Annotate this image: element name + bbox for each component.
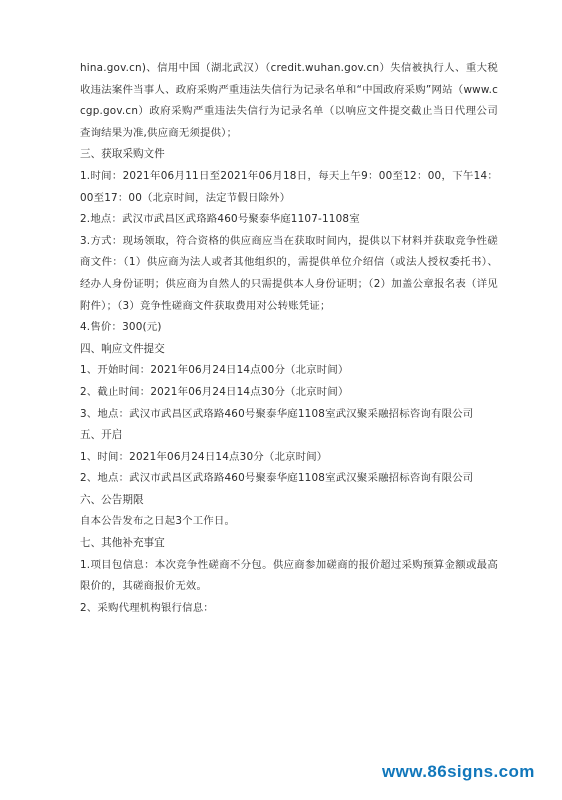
paragraph-obtain-location: 2.地点：武汉市武昌区武珞路460号聚泰华庭1107-1108室 xyxy=(80,213,360,226)
site-watermark: www.86signs.com xyxy=(382,762,535,781)
section-heading-other-matters: 七、其他补充事宜 xyxy=(80,537,165,550)
paragraph-price: 4.售价：300(元) xyxy=(80,321,162,334)
paragraph-submission-deadline: 2、截止时间：2021年06月24日14点30分（北京时间） xyxy=(80,385,349,398)
paragraph-opening-location: 2、地点：武汉市武昌区武珞路460号聚泰华庭1108室武汉聚采融招标咨询有限公司 xyxy=(80,472,474,485)
document-body xyxy=(80,58,498,619)
section-heading-opening: 五、开启 xyxy=(80,429,123,442)
paragraph-notice-period: 自本公告发布之日起3个工作日。 xyxy=(80,515,236,528)
paragraph-submission-start: 1、开始时间：2021年06月24日14点00分（北京时间） xyxy=(80,364,349,377)
paragraph-bank-info: 2、采购代理机构银行信息： xyxy=(80,601,214,614)
paragraph-obtain-time: 1.时间：2021年06月11日至2021年06月18日，每天上午9：00至12：00，下午14：00至17：00（北京时间，法定节假日除外） xyxy=(80,169,498,204)
paragraph-submission-location: 3、地点：武汉市武昌区武珞路460号聚泰华庭1108室武汉聚采融招标咨询有限公司 xyxy=(80,407,474,420)
paragraph-credit-check: hina.gov.cn)、信用中国（湖北武汉）（credit.wuhan.gov.cn）失信被执行人、重大税收违法案件当事人、政府采购严重违法失信行为记录名单和“中国政府采购”网站（www.ccgp.gov.cn）政府采购严重违法失信行为记录名单（以响应文件提交截止当日代理公司查询结果为准,供应商无须提供）； xyxy=(80,62,498,139)
section-heading-obtain-documents: 三、获取采购文件 xyxy=(80,148,165,161)
paragraph-obtain-method: 3.方式：现场领取，符合资格的供应商应当在获取时间内，提供以下材料并获取竞争性磋商文件：（1）供应商为法人或者其他组织的，需提供单位介绍信（或法人授权委托书）、经办人身份证明；供应商为自然人的只需提供本人身份证明；（2）加盖公章报名表（详见附件）；（3）竞争性磋商文件获取费用对公转账凭证； xyxy=(80,234,498,312)
paragraph-package-info: 1.项目包信息：本次竞争性磋商不分包。供应商参加磋商的报价超过采购预算金额或最高限价的，其磋商报价无效。 xyxy=(80,558,498,593)
paragraph-opening-time: 1、时间：2021年06月24日14点30分（北京时间） xyxy=(80,450,328,463)
section-heading-submission: 四、响应文件提交 xyxy=(80,342,165,355)
section-heading-notice-period: 六、公告期限 xyxy=(80,493,144,506)
